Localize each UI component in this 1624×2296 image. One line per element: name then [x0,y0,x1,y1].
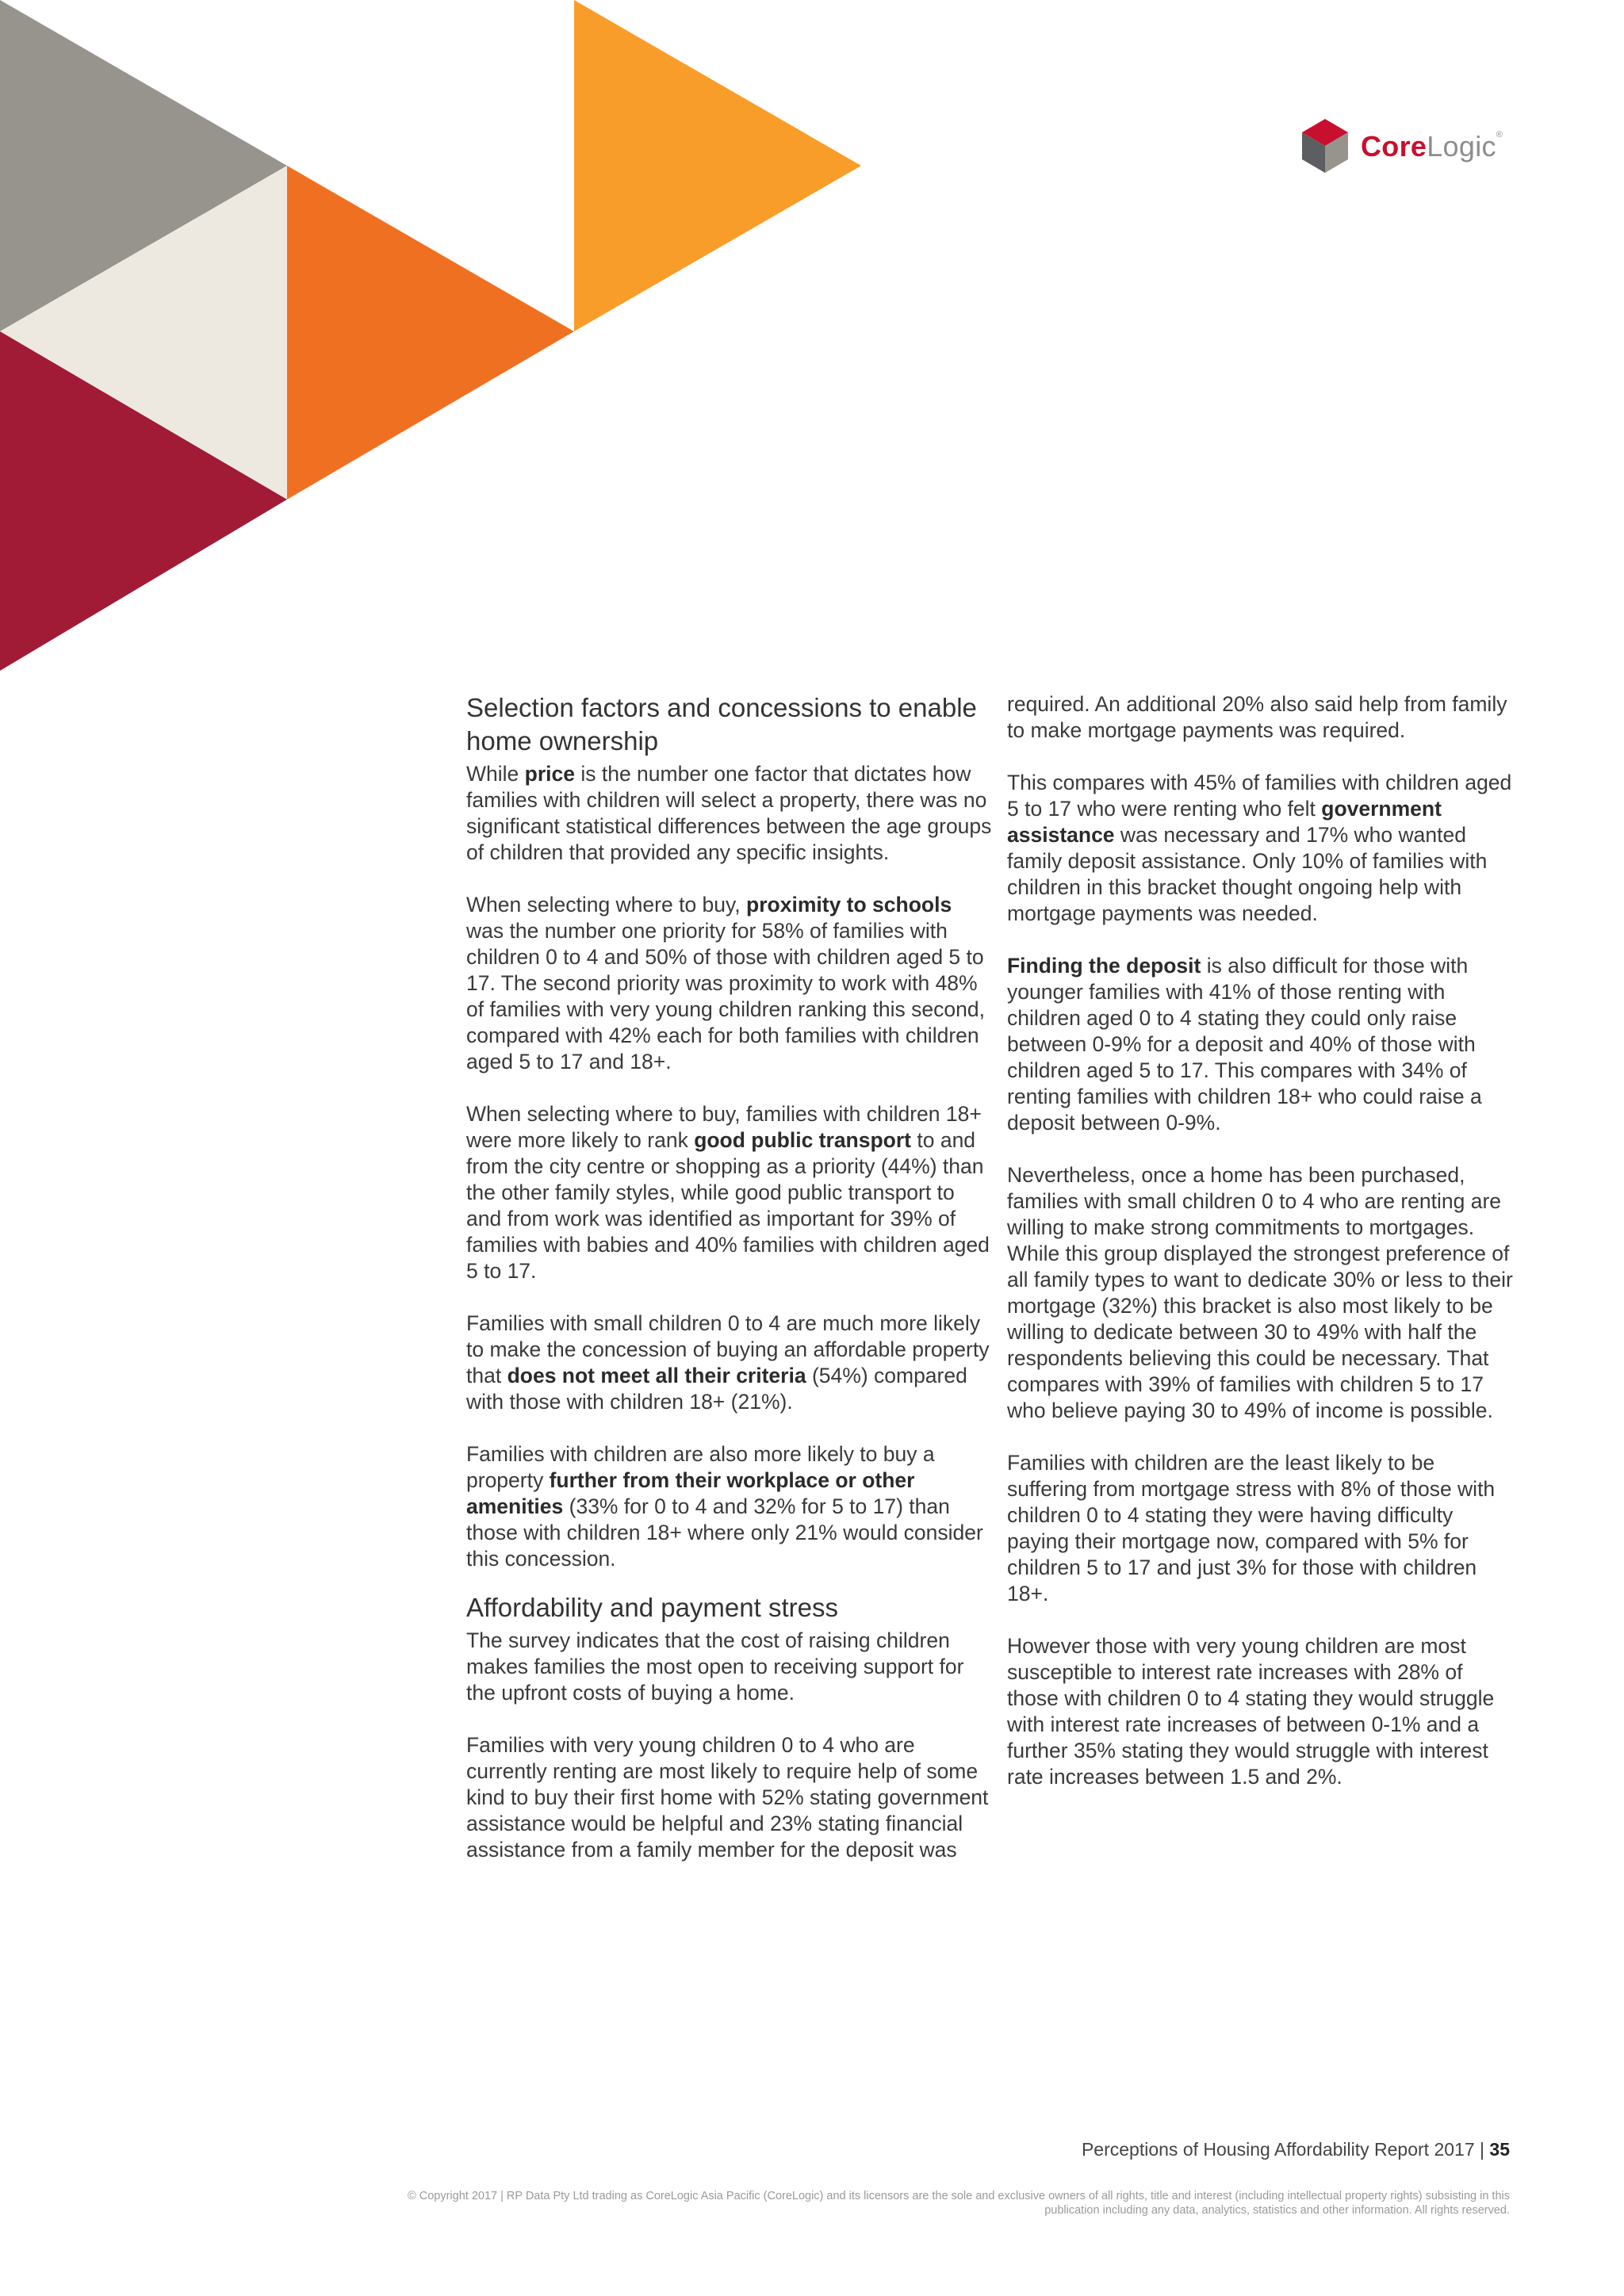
page-footer: Perceptions of Housing Affordability Report 2017 | 35 [1081,2139,1510,2160]
logo-wordmark: CoreLogic® [1361,130,1503,163]
paragraph-survey-indicates: The survey indicates that the cost of raising children makes families the most open to receiving support for the upfront costs of buying a home. [466,1628,964,1705]
paragraph-young-children-renting: Families with very young children 0 to 4 who are currently renting are most likely to require help of some kind to buy their first home with 52% stating government assistance would be helpful and 23% stating financial assistance from a family member for the deposit was [466,1733,989,1862]
article-column-left [466,691,993,1889]
report-title: Perceptions of Housing Affordability Report 2017 [1081,2139,1475,2160]
corelogic-logo [1299,117,1505,181]
paragraph-mortgage-commitments: Nevertheless, once a home has been purchased, families with small children 0 to 4 who are renting are willing to make strong commitments to mortgages. While this group displayed the strongest preference of all family types to want to dedicate 30% or less to their mortgage (32%) this bracket is also most likely to be willing to dedicate between 30 to 49% with half the respondents believing this could be necessary. That compares with 39% of families with children 5 to 17 who believe paying 30 to 49% of income is possible. [1007,1163,1513,1422]
paragraph-price: While price is the number one factor that dictates how families with children will select a property, there was no significant statistical differences between the age groups of children that provided any specific insights. [466,762,992,864]
light-orange-triangle [574,0,861,331]
paragraph-criteria-concession: Families with small children 0 to 4 are much more likely to make the concession of buying an affordable property that does not meet all their criteria (54%) compared with those with children 18+ (21%). [466,1311,990,1414]
page-number: 35 [1489,2139,1510,2160]
copyright-notice: © Copyright 2017 | RP Data Pty Ltd trading as CoreLogic Asia Pacific (CoreLogic) and its licensors are the sole and exclusive owners of all rights, title and interest (including intellectual property rights) subsisting in this publication including any data, analytics, statistics and other information. All rights reserved. [408,2190,1510,2217]
section-heading-affordability: Affordability and payment stress [466,1593,838,1622]
article-column-right [1007,691,1515,1816]
orange-triangle [287,166,574,499]
section-heading-selection-factors: Selection factors and concessions to enable home ownership [466,693,977,756]
corelogic-cube-icon [1299,117,1351,176]
paragraph-finding-deposit: Finding the deposit is also difficult for those with younger families with 41% of those renting with children aged 0 to 4 stating they could only raise between 0-9% for a deposit and 40% of those with children aged 5 to 17. This compares with 34% of renting families with children 18+ who could raise a deposit between 0-9%. [1007,954,1482,1135]
paragraph-public-transport: When selecting where to buy, families with children 18+ were more likely to rank good public transport to and from the city centre or shopping as a priority (44%) than the other family styles, while good public transport to and from work was identified as important for 39% of families with babies and 40% families with children aged 5 to 17. [466,1102,990,1283]
paragraph-government-assistance: This compares with 45% of families with children aged 5 to 17 who were renting who felt government assistance was necessary and 17% who wanted family deposit assistance. Only 10% of families with children in this bracket thought ongoing help with mortgage payments was needed. [1007,771,1512,925]
paragraph-continued-required: required. An additional 20% also said help from family to make mortgage payments was required. [1007,692,1507,742]
paragraph-proximity-schools: When selecting where to buy, proximity to schools was the number one priority for 58% of families with children 0 to 4 and 50% of those with children aged 5 to 17. The second priority was proximity to work with 48% of families with very young children ranking this second, compared with 42% each for both families with children aged 5 to 17 and 18+. [466,893,985,1073]
decorative-triangles [0,0,872,682]
paragraph-interest-rate: However those with very young children are most susceptible to interest rate increases with 28% of those with children 0 to 4 stating they would struggle with interest rate increases of between 0-1% and a further 35% stating they would struggle with interest rate increases between 1.5 and 2%. [1007,1634,1495,1789]
paragraph-mortgage-stress: Families with children are the least likely to be suffering from mortgage stress with 8% of those with children 0 to 4 stating they were having difficulty paying their mortgage now, compared with 5% for children 5 to 17 and just 3% for those with children 18+. [1007,1451,1496,1605]
paragraph-further-from-workplace: Families with children are also more likely to buy a property further from their workplace or other amenities (33% for 0 to 4 and 32% for 5 to 17) than those with children 18+ where only 21% would consider this concession. [466,1442,983,1571]
